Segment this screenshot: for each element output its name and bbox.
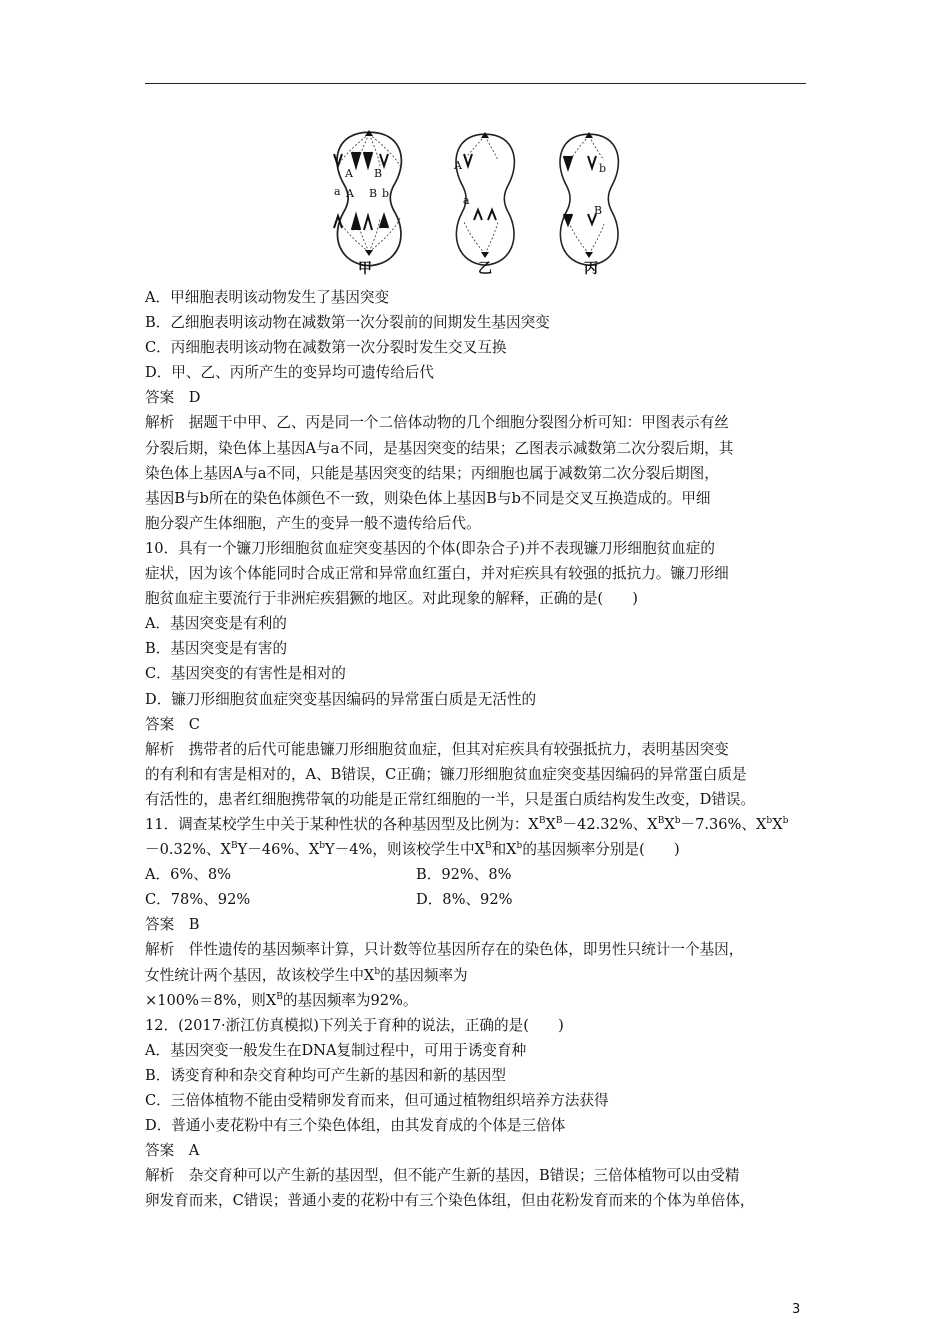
page-number: 3	[792, 1302, 801, 1317]
q9-option-b: B．乙细胞表明该动物在减数第一次分裂前的间期发生基因突变	[145, 314, 550, 332]
q9-analysis-line: 基因B与b所在的染色体颜色不一致，则染色体上基因B与b不同是交叉互换造成的。甲细	[145, 489, 711, 507]
figure-label-jia: 甲	[358, 261, 372, 277]
q11-stem-line: 11．调查某校学生中关于某种性状的各种基因型及比例为：$X^BX^B-42.32\%$、$X^BX^b-7.36\%$、$X^bX^b$	[145, 815, 789, 833]
q12-option-c: C．三倍体植物不能由受精卵发育而来，但可通过植物组织培养方法获得	[145, 1092, 609, 1109]
q9-analysis-line: 胞分裂产生体细胞，产生的变异一般不遗传给后代。	[145, 514, 481, 532]
q11-options-row	[145, 862, 810, 887]
gene-label: a	[463, 194, 470, 207]
q9-option-d: D．甲、乙、丙所产生的变异均可遗传给后代	[145, 364, 434, 382]
gene-label: A	[346, 187, 354, 200]
q12-option-b: B．诱变育种和杂交育种均可产生新的基因和新的基因型	[145, 1066, 506, 1084]
gene-label: B	[594, 204, 603, 217]
gene-label: a	[334, 185, 341, 198]
q11-analysis-line: 女性统计两个基因，故该校学生中$X^b$的基因频率为	[145, 966, 468, 984]
cell-bing-outline	[560, 134, 618, 265]
document-body	[145, 285, 810, 1213]
q9-option-c: C．丙细胞表明该动物在减数第一次分裂时发生交叉互换	[145, 339, 507, 357]
gene-label: b	[599, 162, 607, 175]
figure-label-yi: 乙	[478, 261, 492, 277]
gene-label: A	[345, 167, 353, 180]
q12-answer: 答案 A	[145, 1142, 200, 1160]
q11-answer: 答案 B	[145, 916, 200, 934]
gene-label: A	[454, 159, 462, 172]
q10-analysis-line: 有活性的，患者红细胞携带氧的功能是正常红细胞的一半，只是蛋白质结构发生改变，D错误。	[145, 790, 756, 808]
q11-stem-line: －0.32%、$X^BY-46\%$、$X^bY-4\%$，则该校学生中$X^B$和$X^b$的基因频率分别是( )	[145, 841, 680, 859]
q11-option-b: B．92%、8%	[416, 866, 512, 884]
q10-option-b: B．基因突变是有害的	[145, 640, 288, 658]
q10-analysis-line: 解析 携带者的后代可能患镰刀形细胞贫血症，但其对疟疾具有较强抵抗力，表明基因突变	[145, 740, 729, 758]
q11-option-c: C．78%、92%	[145, 891, 251, 909]
q12-analysis-line: 解析 杂交育种可以产生新的基因型，但不能产生新的基因，B错误；三倍体植物可以由受精	[145, 1167, 740, 1185]
q9-analysis-line: 分裂后期，染色体上基因A与a不同，是基因突变的结果；乙图表示减数第二次分裂后期，其	[145, 439, 734, 457]
q10-option-a: A．基因突变是有利的	[145, 615, 287, 633]
q10-stem-line: 胞贫血症主要流行于非洲疟疾猖獗的地区。对此现象的解释，正确的是( )	[145, 590, 638, 608]
q11-option-a: A．6%、8%	[145, 866, 232, 884]
gene-label: B	[369, 187, 378, 200]
q10-stem-line: 10．具有一个镰刀形细胞贫血症突变基因的个体(即杂合子)并不表现镰刀形细胞贫血症的	[145, 539, 715, 557]
gene-label: b	[382, 187, 390, 200]
q12-option-d: D．普通小麦花粉中有三个染色体组，由其发育成的个体是三倍体	[145, 1117, 566, 1135]
q9-option-a: A．甲细胞表明该动物发生了基因突变	[145, 289, 390, 306]
q10-option-c: C．基因突变的有害性是相对的	[145, 665, 346, 683]
q10-stem-line: 症状，因为该个体能同时合成正常和异常血红蛋白，并对疟疾具有较强的抵抗力。镰刀形细	[145, 565, 729, 583]
figure-label-bing: 丙	[584, 261, 598, 277]
q11-option-d: D．8%、92%	[416, 891, 513, 909]
q9-answer: 答案 D	[145, 389, 201, 407]
header-rule	[145, 83, 806, 84]
q11-options-row	[145, 887, 810, 912]
cell-division-figure	[318, 124, 638, 276]
q10-answer: 答案 C	[145, 715, 200, 733]
q9-analysis-line: 染色体上基因A与a不同，只能是基因突变的结果；丙细胞也属于减数第二次分裂后期图，	[145, 464, 719, 482]
q12-option-a: A．基因突变一般发生在DNA复制过程中，可用于诱变育种	[145, 1041, 527, 1059]
q10-option-d: D．镰刀形细胞贫血症突变基因编码的异常蛋白质是无活性的	[145, 690, 537, 708]
q11-analysis-line: ×100%＝8%，则$X^B$的基因频率为92%。	[145, 991, 418, 1009]
q12-stem: 12．(2017·浙江仿真模拟)下列关于育种的说法，正确的是( )	[145, 1016, 564, 1034]
q9-analysis-line: 解析 据题干中甲、乙、丙是同一个二倍体动物的几个细胞分裂图分析可知：甲图表示有丝	[145, 414, 729, 432]
q11-analysis-line: 解析 伴性遗传的基因频率计算，只计数等位基因所存在的染色体，即男性只统计一个基因，	[145, 941, 744, 959]
q10-analysis-line: 的有利和有害是相对的，A、B错误，C正确；镰刀形细胞贫血症突变基因编码的异常蛋白质是	[145, 765, 747, 783]
gene-label: B	[374, 167, 383, 180]
q12-analysis-line: 卵发育而来，C错误；普通小麦的花粉中有三个染色体组，但由花粉发育而来的个体为单倍体，	[145, 1192, 755, 1210]
